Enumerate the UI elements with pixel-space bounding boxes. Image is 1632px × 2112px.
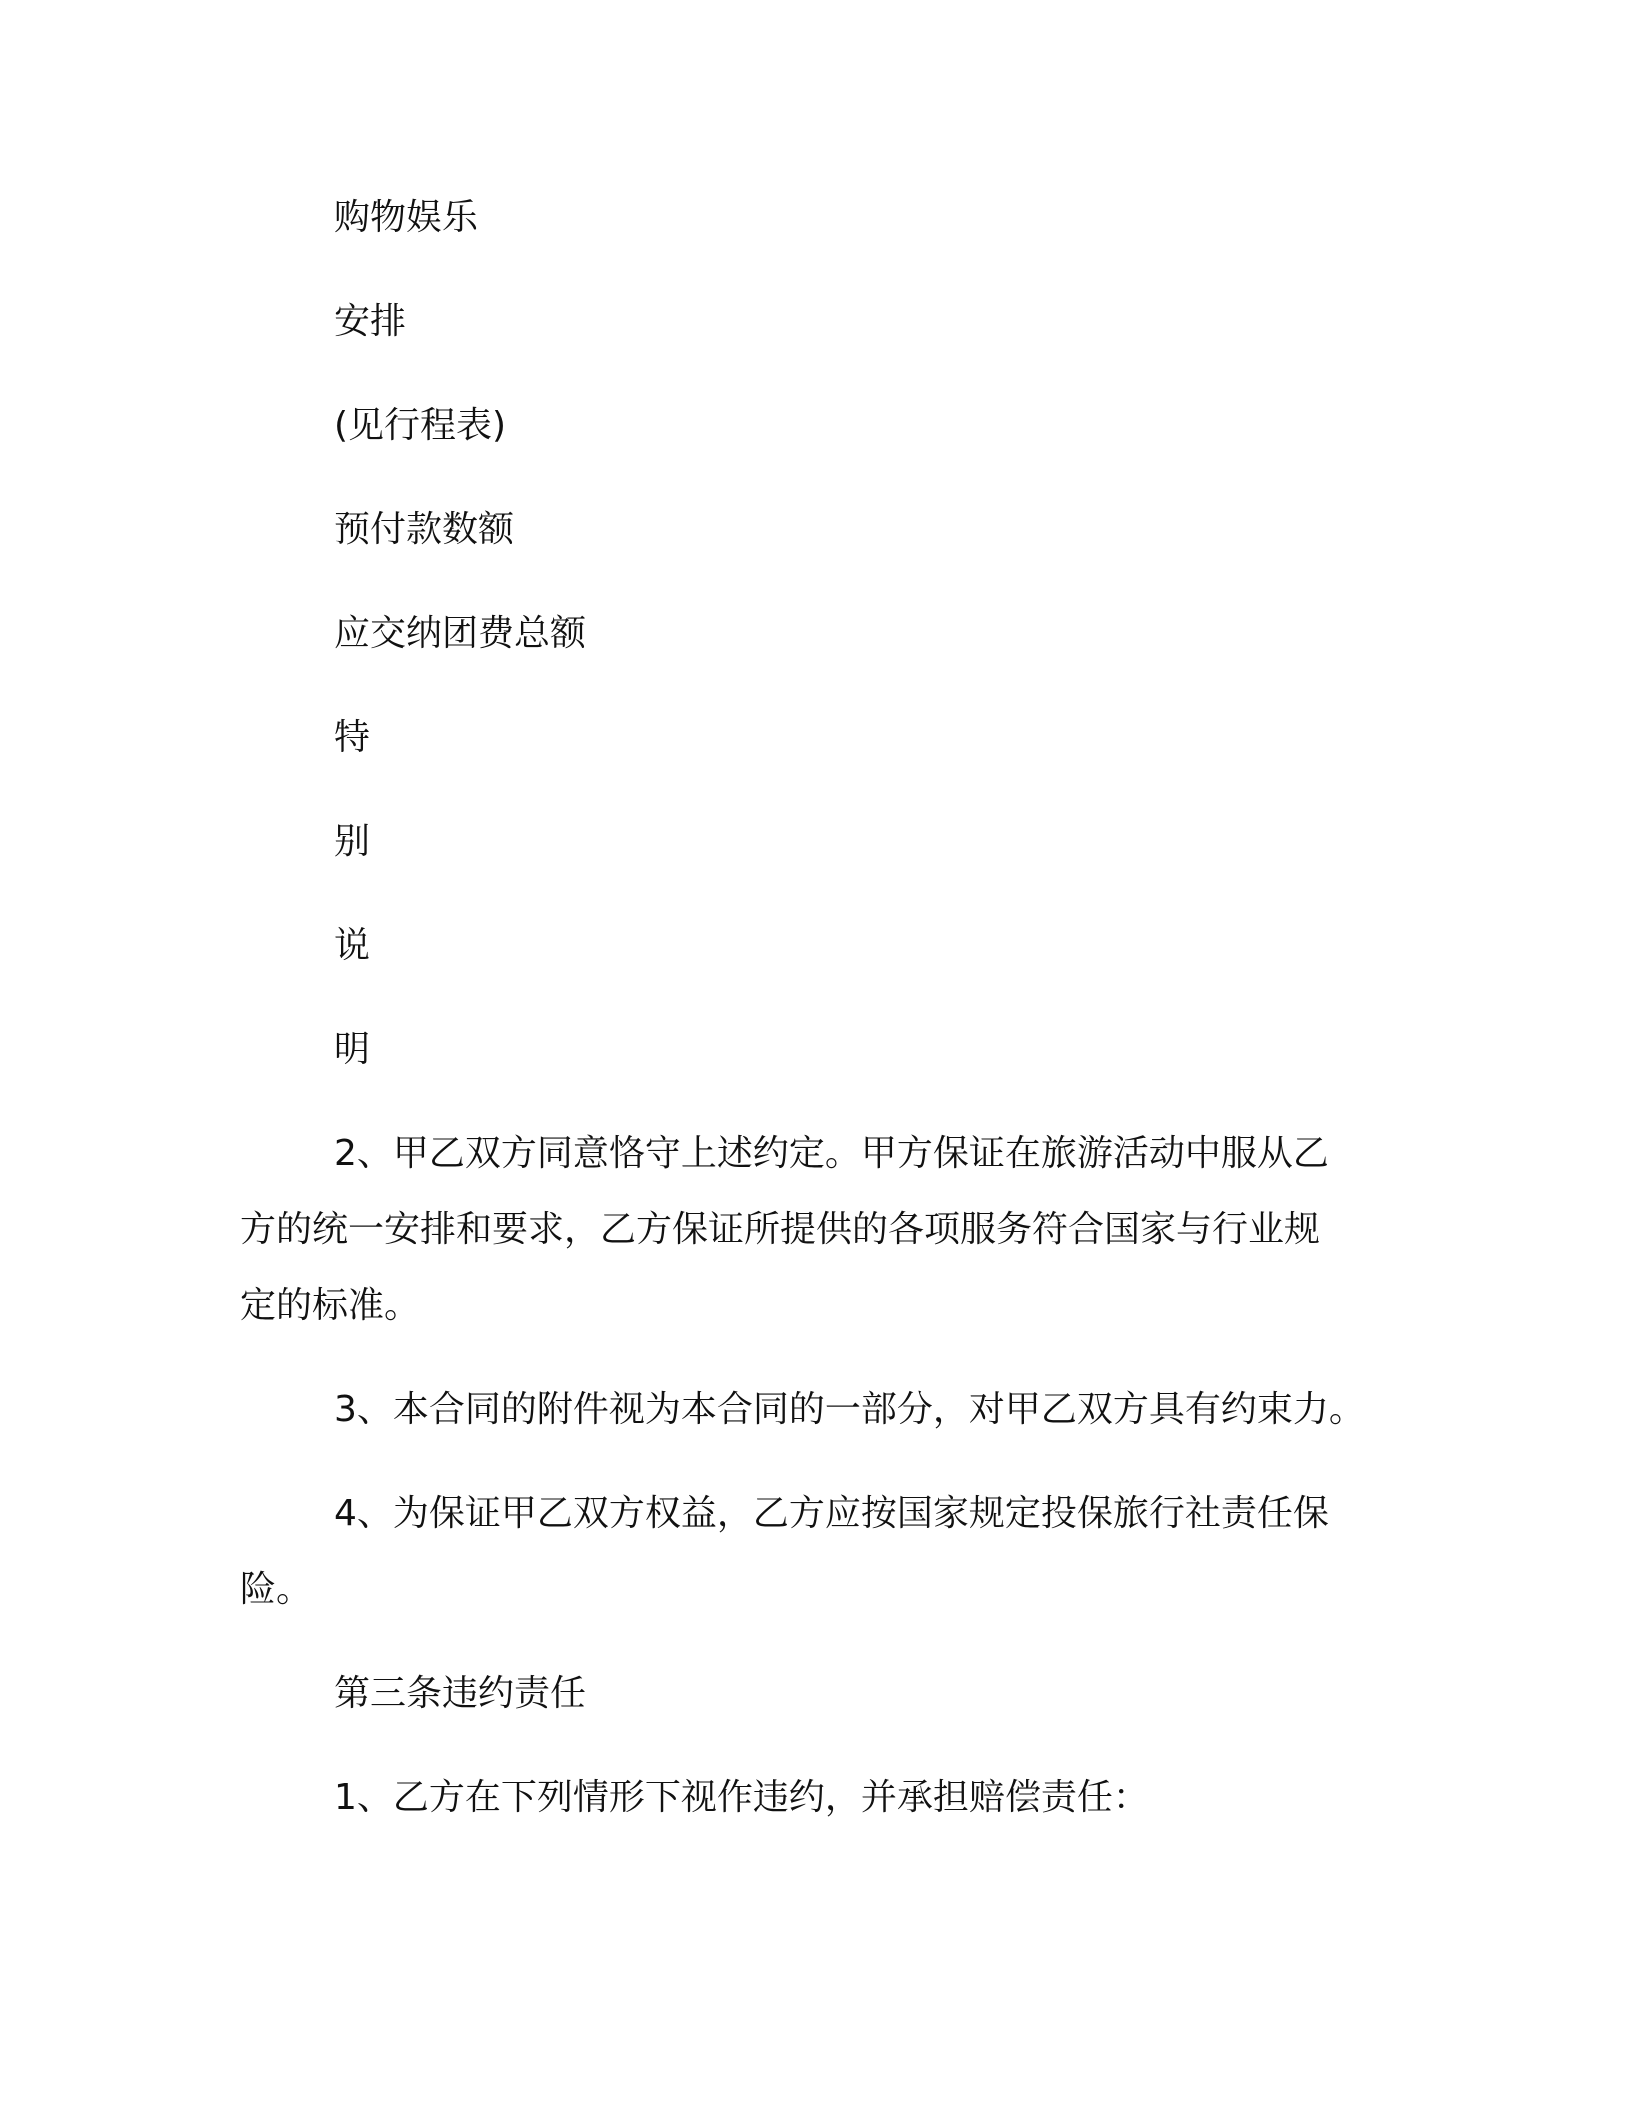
- item-arrangement: 安排: [334, 301, 407, 342]
- paragraph-3-line-1: 3、本合同的附件视为本合同的一部分，对甲乙双方具有约束力。: [334, 1389, 1365, 1430]
- item-see-itinerary: (见行程表): [334, 405, 507, 446]
- item-special-char-1: 特: [334, 717, 371, 758]
- paragraph-5-line-1: 1、乙方在下列情形下视作违约，并承担赔偿责任：: [334, 1777, 1149, 1818]
- paragraph-4-line-1: 4、为保证甲乙双方权益，乙方应按国家规定投保旅行社责任保: [334, 1493, 1329, 1534]
- item-special-char-4: 明: [334, 1029, 371, 1070]
- item-total-group-fee: 应交纳团费总额: [334, 613, 587, 654]
- item-prepayment-amount: 预付款数额: [334, 509, 515, 550]
- item-special-char-2: 别: [334, 821, 371, 862]
- item-shopping-entertainment: 购物娱乐: [334, 197, 479, 238]
- paragraph-4-line-2: 险。: [240, 1569, 313, 1610]
- item-special-char-3: 说: [334, 925, 371, 966]
- section-heading: 第三条违约责任: [334, 1673, 587, 1714]
- paragraph-2-line-1: 2、甲乙双方同意恪守上述约定。甲方保证在旅游活动中服从乙: [334, 1133, 1329, 1174]
- paragraph-2-line-2: 方的统一安排和要求，乙方保证所提供的各项服务符合国家与行业规: [240, 1209, 1321, 1250]
- paragraph-2-line-3: 定的标准。: [240, 1285, 421, 1326]
